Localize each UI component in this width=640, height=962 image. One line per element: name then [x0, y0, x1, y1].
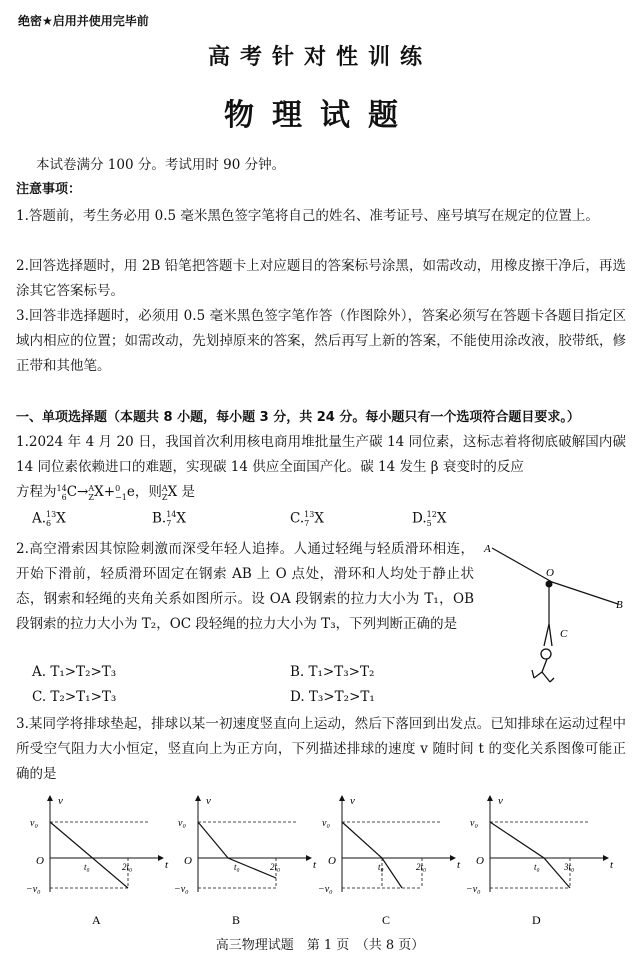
- q2-option-a[interactable]: A. T₁>T₂>T₃: [32, 664, 117, 680]
- q2-stem: 2.高空滑索因其惊险刺激而深受年轻人追捧。人通过轻绳与轻质滑环相连，开始下滑前，轻质滑环固定在钢索 AB 上 O 点处，滑环和人均处于静止状态，钢索和轻绳的夹角关系如图所示。设 OA 段钢索的拉力大小为 T₁，OB 段钢索的拉力大小为 T₂，OC 段轻绳的拉力大小为 T₃，下列判断正确的是: [16, 541, 474, 632]
- tend-label: 2t₀: [416, 862, 427, 872]
- axis-v: v: [498, 795, 503, 807]
- q1-equation: 方程为14 6C→A ZX+0 −1e，则A ZX 是: [16, 483, 196, 502]
- axis-v: v: [350, 795, 355, 807]
- exam-title: 高考针对性训练: [207, 44, 432, 70]
- axis-v: v: [58, 795, 63, 807]
- nuclide-index: 12 5: [426, 510, 437, 528]
- equation-end: X 是: [167, 484, 196, 500]
- subject-title: 物理试题: [224, 98, 416, 133]
- q1-stem: 1.2024 年 4 月 20 日，我国首次利用核电商用堆批量生产碳 14 同位素，这标志着将彻底破解国内碳 14 同位素依赖进口的难题，实现碳 14 供应全面国产化。碳 14 发生 β 衰变时的反应: [16, 434, 626, 475]
- graph-b[interactable]: [174, 795, 317, 927]
- zipline-figure: [478, 538, 628, 688]
- origin: O: [184, 855, 192, 867]
- nuclide-index: 14 6: [56, 483, 67, 502]
- neg-v0-label: −v₀: [318, 884, 333, 895]
- cable-ob: [552, 582, 618, 604]
- option-label: B.: [152, 510, 167, 527]
- neg-v0-label: −v₀: [26, 884, 41, 895]
- v0-label: v₀: [30, 818, 38, 829]
- section-heading: 一、单项选择题（本题共 8 小题，每小题 3 分，共 24 分。每小题只有一个选项符合题目要求。）: [16, 410, 580, 425]
- t0-label: t₀: [84, 862, 90, 872]
- q1-option-a[interactable]: [32, 510, 66, 528]
- axis-t: t: [457, 859, 461, 871]
- graph-label: B: [232, 913, 241, 927]
- note-item: 2.回答选择题时，用 2B 铅笔把答题卡上对应题目的答案标号涂黑，如需改动，用橡皮擦干净后，再选涂其它答案标号。: [16, 258, 626, 299]
- option-symbol: X: [436, 510, 447, 527]
- graph-label: C: [382, 913, 391, 927]
- graph-d-line: [490, 822, 570, 888]
- slide-ring: [546, 581, 553, 588]
- equation-tail: ，则: [134, 484, 162, 500]
- label-o: O: [546, 567, 554, 579]
- option-symbol: X: [314, 510, 324, 527]
- origin: O: [328, 855, 336, 867]
- q2-option-b[interactable]: B. T₁>T₃>T₂: [290, 664, 375, 680]
- graph-c-line: [342, 822, 402, 888]
- option-symbol: X: [56, 510, 66, 527]
- t0-label: t₀: [534, 862, 540, 872]
- t0-label: t₀: [234, 862, 240, 872]
- graph-c[interactable]: [318, 795, 461, 927]
- option-label: A.: [32, 510, 47, 527]
- q1-option-b[interactable]: [152, 510, 186, 528]
- q2-option-d[interactable]: D. T₃>T₂>T₁: [290, 689, 375, 705]
- graph-d[interactable]: [466, 795, 614, 927]
- option-label: C.: [290, 510, 305, 527]
- v0-label: v₀: [470, 818, 478, 829]
- notes-heading: 注意事项：: [16, 182, 82, 197]
- nuclide-index: 13 7: [304, 510, 315, 528]
- option-symbol: X: [176, 510, 187, 527]
- axis-t: t: [313, 859, 317, 871]
- tend-label: 2t₀: [270, 862, 281, 872]
- v0-label: v₀: [178, 818, 186, 829]
- nuclide-index: 0 −1: [115, 483, 127, 502]
- label-c: C: [560, 628, 568, 640]
- t0-label: t₀: [378, 862, 384, 872]
- nuclide-index: 13 6: [46, 510, 57, 528]
- option-label: D.: [412, 510, 427, 527]
- neg-v0-label: −v₀: [174, 884, 189, 895]
- nuclide-index: 14 7: [166, 510, 177, 528]
- label-a: A: [484, 543, 491, 555]
- tend-label: 3t₀: [564, 862, 575, 872]
- tend-label: 2t₀: [122, 862, 133, 872]
- graph-label: A: [92, 913, 101, 927]
- graph-a[interactable]: [26, 795, 169, 927]
- confidential-label: 绝密★启用并使用完毕前: [18, 14, 149, 28]
- q3-stem: 3.某同学将排球垫起，排球以某一初速度竖直向上运动，然后下落回到出发点。已知排球在运动过程中所受空气阻力大小恒定，竖直向上为正方向，下列描述排球的速度 v 随时间 t 的变化关系图像可能正确的是: [16, 716, 626, 782]
- person-figure: [532, 624, 554, 682]
- graph-label: D: [532, 913, 541, 927]
- vt-graphs: [0, 792, 640, 932]
- q2-option-c[interactable]: C. T₂>T₁>T₃: [32, 689, 117, 705]
- graph-a-line: [50, 822, 128, 888]
- equation-prefix: 方程为: [16, 484, 57, 500]
- label-b: B: [616, 599, 623, 611]
- nuclide-index: A Z: [161, 483, 168, 502]
- origin: O: [476, 855, 484, 867]
- note-item: 3.回答非选择题时，必须用 0.5 毫米黑色签字笔作答（作图除外），答案必须写在答题卡各题目指定区域内相应的位置；如需改动，先划掉原来的答案，然后再写上新的答案，不能使用涂改液，胶带纸，修正带和其他笔。: [16, 308, 626, 374]
- cable-oa: [492, 548, 552, 582]
- q1-option-c[interactable]: [290, 510, 324, 528]
- axis-t: t: [165, 859, 169, 871]
- page-footer: 高三物理试题 第 1 页 （共 8 页）: [215, 938, 425, 953]
- note-item: 1.答题前，考生务必用 0.5 毫米黑色签字笔将自己的姓名、准考证号、座号填写在规定的位置上。: [16, 208, 599, 224]
- q1-option-d[interactable]: [412, 510, 446, 528]
- nuclide-index: A Z: [88, 483, 95, 502]
- axis-t: t: [610, 859, 614, 871]
- origin: O: [36, 855, 44, 867]
- neg-v0-label: −v₀: [466, 884, 481, 895]
- axis-v: v: [206, 795, 211, 807]
- intro-text: 本试卷满分 100 分。考试用时 90 分钟。: [36, 157, 286, 173]
- v0-label: v₀: [322, 818, 330, 829]
